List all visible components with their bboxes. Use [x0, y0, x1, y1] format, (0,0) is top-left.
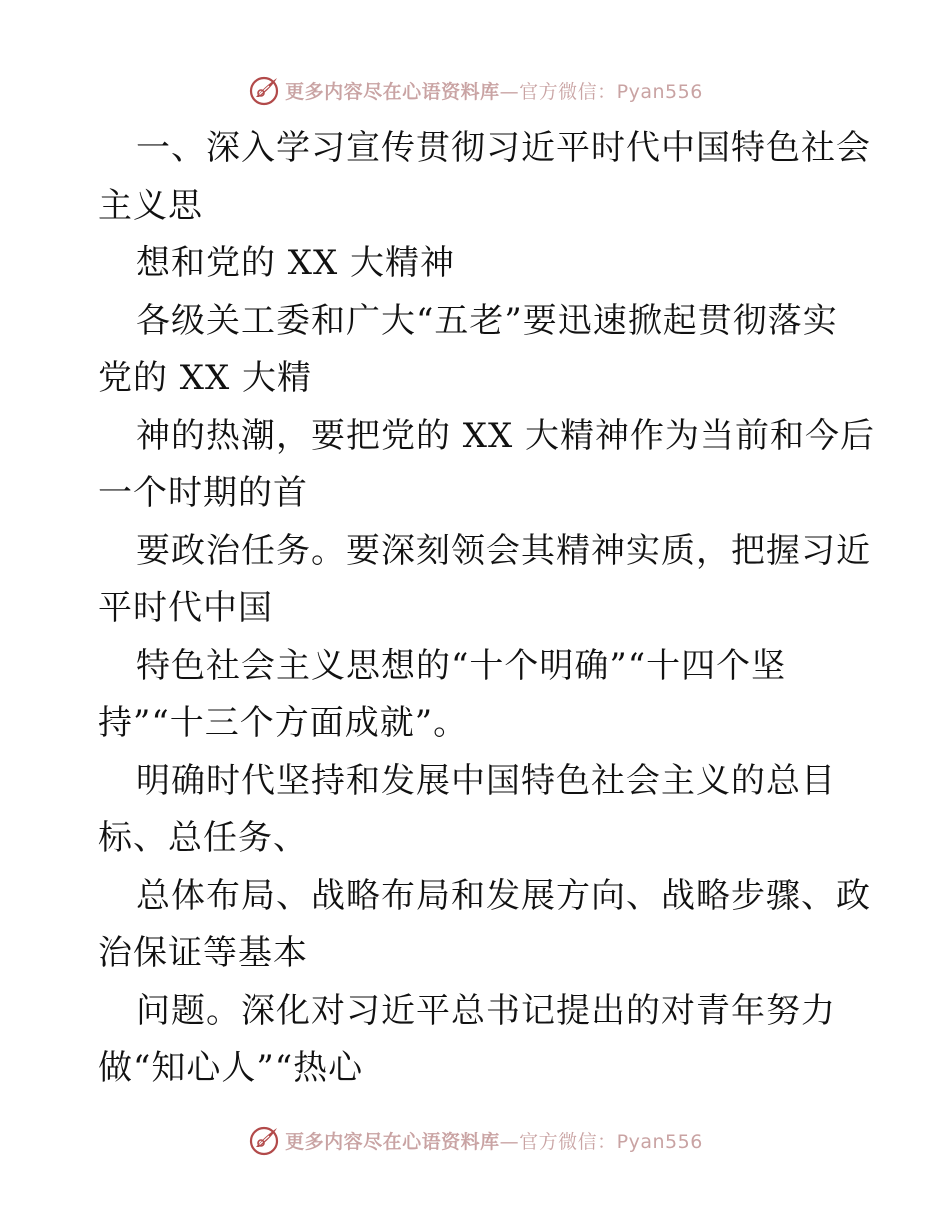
- body-line: 各级关工委和广大“五老”要迅速掀起贯彻落实: [136, 300, 838, 341]
- document-body: [98, 120, 876, 1098]
- body-line: 要政治任务。要深刻领会其精神实质，把握习近: [136, 530, 871, 571]
- feather-logo-icon: [247, 1123, 281, 1157]
- body-line: 神的热潮，要把党的 XX 大精神作为当前和今后: [136, 415, 876, 456]
- body-line: 主义思: [98, 185, 203, 226]
- header-banner-title: 更多内容尽在心语资料库: [285, 80, 500, 103]
- body-line: 特色社会主义思想的“十个明确”“十四个坚: [136, 645, 787, 686]
- body-line: 持”“十三个方面成就”。: [98, 703, 469, 743]
- footer-banner-text: [285, 1127, 703, 1154]
- header-banner-content: [247, 73, 703, 107]
- footer-banner-content: [247, 1123, 703, 1157]
- body-line: 总体布局、战略布局和发展方向、战略步骤、政: [136, 875, 871, 916]
- body-line: 明确时代坚持和发展中国特色社会主义的总目: [136, 760, 836, 801]
- body-line: 标、总任务、: [98, 818, 308, 858]
- header-banner: [0, 70, 950, 110]
- footer-banner: [0, 1120, 950, 1160]
- footer-banner-wechat: —官方微信：Pyan556: [499, 1130, 703, 1153]
- body-line: 治保证等基本: [98, 933, 308, 973]
- body-line: 党的 XX 大精: [98, 358, 313, 398]
- header-banner-text: [285, 77, 703, 104]
- body-line: 问题。深化对习近平总书记提出的对青年努力: [136, 990, 836, 1031]
- body-line: 平时代中国: [98, 588, 273, 628]
- footer-banner-title: 更多内容尽在心语资料库: [285, 1130, 500, 1153]
- body-line: 一个时期的首: [98, 473, 308, 513]
- header-banner-wechat: —官方微信：Pyan556: [499, 80, 703, 103]
- body-line: 一、深入学习宣传贯彻习近平时代中国特色社会: [136, 128, 871, 168]
- body-line: 做“知心人”“热心: [98, 1048, 364, 1088]
- feather-logo-icon: [247, 73, 281, 107]
- body-line: 想和党的 XX 大精神: [136, 243, 456, 283]
